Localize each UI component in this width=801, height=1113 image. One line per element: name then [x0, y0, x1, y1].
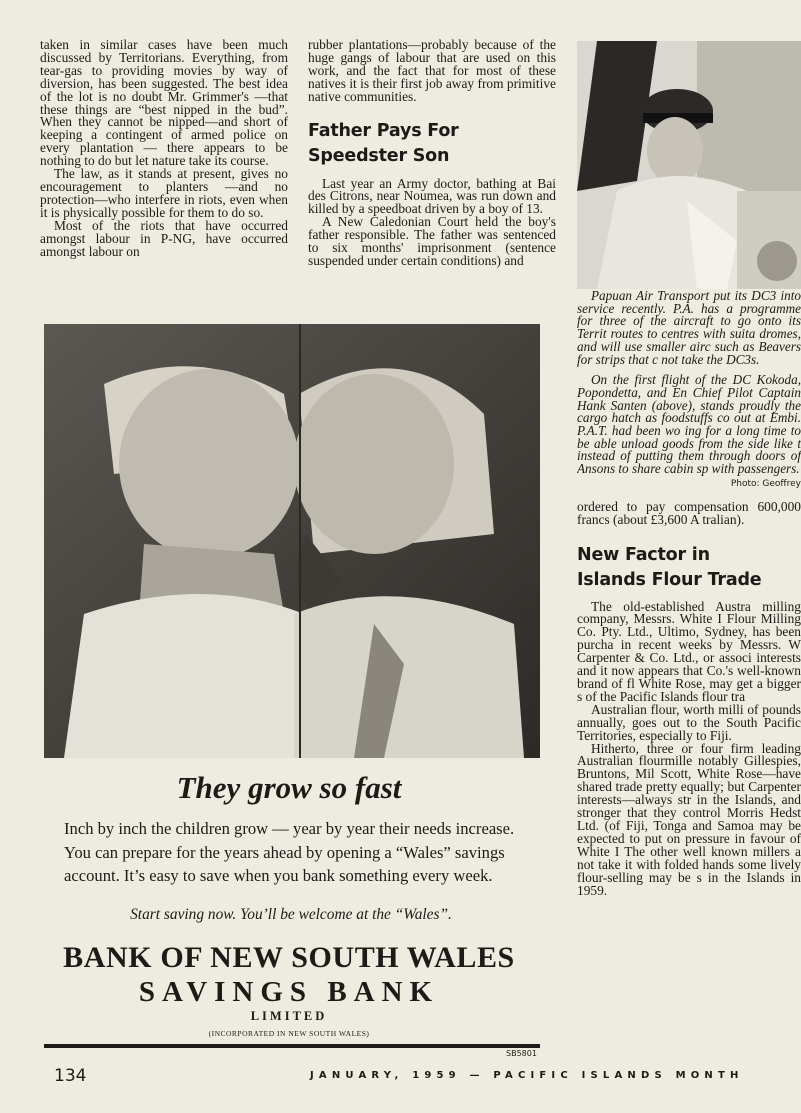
article-heading-flour-trade [577, 543, 801, 593]
ad-code: SB5801 [506, 1049, 537, 1058]
photo-caption [577, 290, 801, 476]
ad-bottom-rule [44, 1044, 540, 1048]
col2-intro: rubber plantations—probably because of the huge gangs of labour that are used on this work, and the fact that for most of these natives it is their first job away from primitive native communities. [308, 37, 556, 104]
col3-continuation: ordered to pay compensation 600,000 francs (about £3,600 A tralian). [577, 498, 801, 527]
heading-line: Islands Flour Trade [577, 569, 762, 590]
ad-body: Inch by inch the children grow — year by year their needs increase. You can prepare for the years ahead by opening a “Wales” savings account. It’s easy to save when you bank something every week. [64, 819, 515, 885]
heading-line: New Factor in [577, 544, 710, 565]
col3-paragraph-1: The old-established Austra milling company, Messrs. White I Flour Milling Co. Pty. Ltd., Ultimo, Sydney, has been purcha in recent weeks by Messrs. W Carpenter & Co. Ltd., or associ interests and it now appears that Co.'s well-known brand of fl White Rose, may get a bigger s of the Pacific Islands flour tra [577, 598, 801, 704]
photo-credit: Photo: Geoffrey [730, 478, 801, 489]
bank-name: BANK OF NEW SOUTH WALES [63, 941, 515, 974]
pilot-photo-graphic [577, 41, 801, 289]
column-3 [577, 290, 801, 897]
bank-limited: LIMITED [250, 1009, 328, 1023]
ad-children-photo-graphic [44, 324, 540, 758]
pilot-photo [577, 41, 801, 289]
bank-incorporated: (INCORPORATED IN NEW SOUTH WALES) [208, 1029, 370, 1038]
heading-line: Speedster Son [308, 145, 450, 166]
col3-paragraph-3: Hitherto, three or four firm leading Australian flourmille notably Gillespies, Bruntons, Mil Scott, White Rose—have shared trade pretty equally; but Carpenter interests—always str in the Islands, and stronger that they control Morris Hedst Ltd. (of Fiji, Tonga and Samoa may be expected to put on pressure in favour of White I The other well known millers a not take it with folded hands some lively flour-selling may be s in the Islands in 1959. [577, 740, 801, 898]
col2-paragraph-1: Last year an Army doctor, bathing at Bai des Citrons, near Noumea, was run down and killed by a speedboat driven by a boy of 13. [308, 175, 556, 217]
column-1 [40, 39, 288, 258]
bank-subtitle: SAVINGS BANK [138, 976, 440, 1008]
ad-children-photo [44, 324, 540, 758]
photo-caption-2: On the first flight of the DC Kokoda, Popondetta, and En Chief Pilot Captain Hank Santen (above), stands proudly the cargo hatch as foodstuffs co out at Embi. P.A.T. had been wo ing for a long time to be able unload goods from the side like t instead of putting them through doors of Ansons to share cabin sp with passengers. [577, 372, 801, 477]
col1-paragraph-1: taken in similar cases have been much discussed by Territorians. Everything, from tear-gas to providing movies by way of diversion, has been suggested. The best idea of the lot is no doubt Mr. Grimmer's —that these things are “best nipped in the bud”. When they cannot be nipped—and short of keeping a contingent of armed police on every plantation — there appears to be nothing to do but let nature take its course. [40, 37, 288, 169]
col1-paragraph-3: Most of the riots that have occurred amongst labour in P-NG, have occurred amongst labour on [40, 217, 288, 259]
ad-tagline: Start saving now. You’ll be welcome at the “Wales”. [130, 906, 452, 923]
column-2 [308, 39, 556, 268]
col2-paragraph-2: A New Caledonian Court held the boy's father responsible. The father was sentenced to six months' imprisonment (sentence suspended under certain conditions) and [308, 214, 556, 268]
heading-line: Father Pays For [308, 120, 459, 141]
running-head: JANUARY, 1959 — PACIFIC ISLANDS MONTH [310, 1070, 744, 1081]
col1-paragraph-2: The law, as it stands at present, gives no encouragement to planters —and no protection—who interfere in riots, even when it is physically possible for them to do so. [40, 166, 288, 220]
photo-caption-1: Papuan Air Transport put its DC3 into service recently. P.A. has a programme for three of the aircraft to go onto its Territ routes to centres with suita dromes, and will use smaller airc such as Beavers for strips that c not take the DC3s. [577, 290, 801, 367]
page-number: 134 [54, 1066, 87, 1086]
article-heading-father-pays [308, 119, 556, 169]
col3-paragraph-2: Australian flour, worth milli of pounds annually, goes out to the South Pacific Territories, especially to Fiji. [577, 701, 801, 743]
ad-headline: They grow so fast [176, 770, 402, 805]
